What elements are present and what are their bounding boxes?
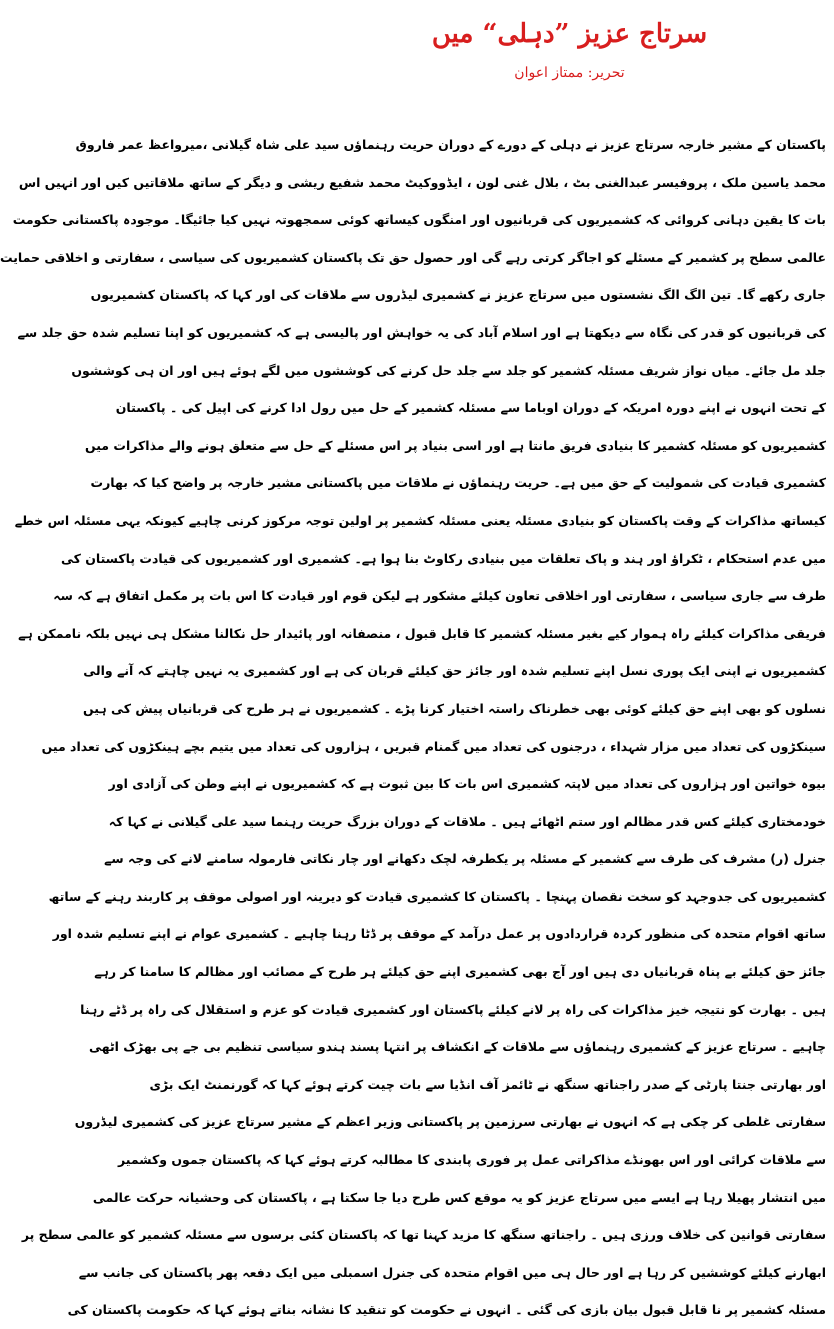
body-line: کی قربانیوں کو قدر کی نگاہ سے دیکھتا ہے اور اسلام آباد کی یہ خواہش اور پالیسی ہے کہ کشمیریوں کو اپنا تسلیم شدہ حق جلد سے <box>17 324 826 340</box>
body-line: سے ملاقات کرائی اور اس بھونڈے مذاکراتی عمل پر فوری پابندی کا مطالبہ کرتے ہوئے کہا کہ پاکستان جموں وکشمیر <box>117 1152 826 1168</box>
body-line: فریقی مذاکرات کیلئے راہ ہموار کیے بغیر مسئلہ کشمیر کا قابل قبول ، منصفانہ اور پائیدار حل نکالنا مشکل ہی نہیں بلکہ ناممکن ہے <box>18 625 826 641</box>
body-line: میں انتشار پھیلا رہا ہے ایسے میں سرتاج عزیز کو یہ موقع کس طرح دیا جا سکتا ہے ، پاکستان کی وحشیانہ حرکت عالمی <box>92 1189 826 1205</box>
body-line: بیوہ خواتین اور ہزاروں کی تعداد میں لاپتہ کشمیری اس بات کا بین ثبوت ہے کہ کشمیریوں نے اپنے وطن کی آزادی اور <box>108 776 826 792</box>
body-line: کشمیری قیادت کی شمولیت کے حق میں ہے۔ حریت رہنماؤں نے ملاقات میں پاکستانی مشیر خارجہ پر واضح کیا کہ بھارت <box>90 475 826 491</box>
body-line: ہیں ۔ بھارت کو نتیجہ خیز مذاکرات کی راہ پر لانے کیلئے پاکستان اور کشمیری قیادت کو عزم و استقلال کی راہ پر ڈٹے رہنا <box>80 1001 826 1017</box>
body-line: جاری رکھے گا۔ تین الگ الگ نشستوں میں سرتاج عزیز نے کشمیری لیڈروں سے ملاقات کی اور کہا کہ پاکستان کشمیریوں <box>90 287 826 303</box>
body-line: سفارتی قوانین کی خلاف ورزی ہیں ۔ راجناتھ سنگھ کا مزید کہنا تھا کہ پاکستان کئی برسوں سے مسئلہ کشمیر کو عالمی سطح پر <box>21 1227 826 1243</box>
body-line: اور بھارتی جنتا پارٹی کے صدر راجناتھ سنگھ نے ٹائمز آف انڈیا سے بات چیت کرتے ہوئے کہا کہ گورنمنٹ ایک بڑی <box>149 1076 826 1092</box>
body-line: ساتھ اقوام متحدہ کی منظور کردہ قراردادوں پر عمل درآمد کے موقف پر ڈٹا رہنا چاہیے ۔ کشمیری عوام نے اپنے تسلیم شدہ اور <box>52 926 826 942</box>
body-line: کشمیریوں کو مسئلہ کشمیر کا بنیادی فریق مانتا ہے اور اسی بنیاد پر اس مسئلے کے حل سے متعلق ہونے والے مذاکرات میں <box>84 437 826 453</box>
body-line: چاہیے ۔ سرتاج عزیز کے کشمیری رہنماؤں سے ملاقات کے انکشاف پر انتہا پسند ہندو سیاسی تنظیم بی جے پی بھڑک اٹھی <box>89 1039 826 1055</box>
body-line: کشمیریوں کی جدوجہد کو سخت نقصان پہنچا ۔ پاکستان کا کشمیری قیادت کو دیرینہ اور اصولی موقف پر کاربند رہنے کے ساتھ <box>48 888 826 904</box>
body-line: کشمیریوں نے اپنی ایک پوری نسل اپنے تسلیم شدہ اور جائز حق کیلئے قربان کی ہے اور کشمیری یہ نہیں چاہتے کہ آنے والی <box>83 663 826 679</box>
body-line: نسلوں کو بھی اپنے حق کیلئے کوئی بھی خطرناک راستہ اختیار کرنا پڑے ۔ کشمیریوں نے ہر طرح کی قربانیاں پیش کی ہیں <box>83 700 826 716</box>
body-line: ابھارنے کیلئے کوششیں کر رہا ہے اور حال ہی میں اقوام متحدہ کی جنرل اسمبلی میں ایک دفعہ پھر پاکستان کی جانب سے <box>78 1264 826 1280</box>
article-byline: تحریر: ممتاز اعوان <box>514 65 625 81</box>
article-headline: سرتاج عزیز ”دہلی“ میں <box>431 19 708 49</box>
body-line: کے تحت انہوں نے اپنے دورہ امریکہ کے دوران اوباما سے مسئلہ کشمیر کے حل میں رول ادا کرنے کی اپیل کی ۔ پاکستان <box>115 400 826 416</box>
body-line: پاکستان کے مشیر خارجہ سرتاج عزیز نے دہلی کے دورے کے دوران حریت رہنماؤں سید علی شاہ گیلانی ،میرواعظ عمر فاروق <box>75 137 826 152</box>
body-line: محمد یاسین ملک ، پروفیسر عبدالغنی بٹ ، بلال غنی لون ، ایڈووکیٹ محمد شفیع ریشی و دیگر کے ساتھ ملاقاتیں کیں اور انہیں اس <box>18 174 826 190</box>
body-line: طرف سے جاری سیاسی ، سفارتی اور اخلاقی تعاون کیلئے مشکور ہے لیکن قوم اور قیادت کا اس بات پر مکمل اتفاق ہے کہ سہ <box>53 588 826 604</box>
body-line: مسئلہ کشمیر پر نا قابل قبول بیان بازی کی گئی ۔ انہوں نے حکومت کو تنقید کا نشانہ بناتے ہوئے کہا کہ حکومت پاکستان کی <box>67 1302 826 1318</box>
body-line: جنرل (ر) مشرف کی طرف سے کشمیر کے مسئلہ پر یکطرفہ لچک دکھانے اور چار نکاتی فارمولہ سامنے لانے کی وجہ سے <box>104 851 826 867</box>
article-body <box>0 126 826 1318</box>
body-line: خودمختاری کیلئے کس قدر مظالم اور ستم اٹھائے ہیں ۔ ملاقات کے دوران بزرگ حریت رہنما سید علی گیلانی نے کہا کہ <box>108 813 826 829</box>
body-line: جلد مل جائے۔ میاں نواز شریف مسئلہ کشمیر کو جلد سے جلد حل کرنے کی کوششوں میں لگے ہوئے ہیں اور ان ہی کوششوں <box>71 362 826 378</box>
body-line: بات کا یقین دہانی کروائی کہ کشمیریوں کی قربانیوں اور امنگوں کیساتھ کوئی سمجھوتہ نہیں کیا جائیگا۔ موجودہ پاکستانی حکومت <box>12 212 826 228</box>
body-line: سینکڑوں کی تعداد میں مزار شہداء ، درجنوں کی تعداد میں گمنام قبریں ، ہزاروں کی تعداد میں یتیم بچے ہینکڑوں کی تعداد میں <box>41 738 826 754</box>
body-line: جائز حق کیلئے بے پناہ قربانیاں دی ہیں اور آج بھی کشمیری اپنے حق کیلئے ہر طرح کے مصائب اور مظالم کا سامنا کر رہے <box>94 964 826 980</box>
body-line: میں عدم استحکام ، ٹکراؤ اور ہند و پاک تعلقات میں بنیادی رکاوٹ بنا ہوا ہے۔ کشمیری اور کشمیریوں کی قیادت پاکستان کی <box>60 550 826 566</box>
body-line: عالمی سطح پر کشمیر کے مسئلے کو اجاگر کرتی رہے گی اور حصول حق تک پاکستان کشمیریوں کی سیاسی ، سفارتی و اخلاقی حمایت <box>0 249 826 265</box>
body-line: سفارتی غلطی کر چکی ہے کہ انہوں نے بھارتی سرزمین پر پاکستانی وزیر اعظم کے مشیر سرتاج عزیز کی کشمیری لیڈروں <box>74 1114 826 1130</box>
body-line: کیساتھ مذاکرات کے وقت پاکستان کو بنیادی مسئلہ یعنی مسئلہ کشمیر پر اولین توجہ مرکوز کرنی چاہیے کیونکہ یہی مسئلہ اس خطے <box>14 512 826 528</box>
